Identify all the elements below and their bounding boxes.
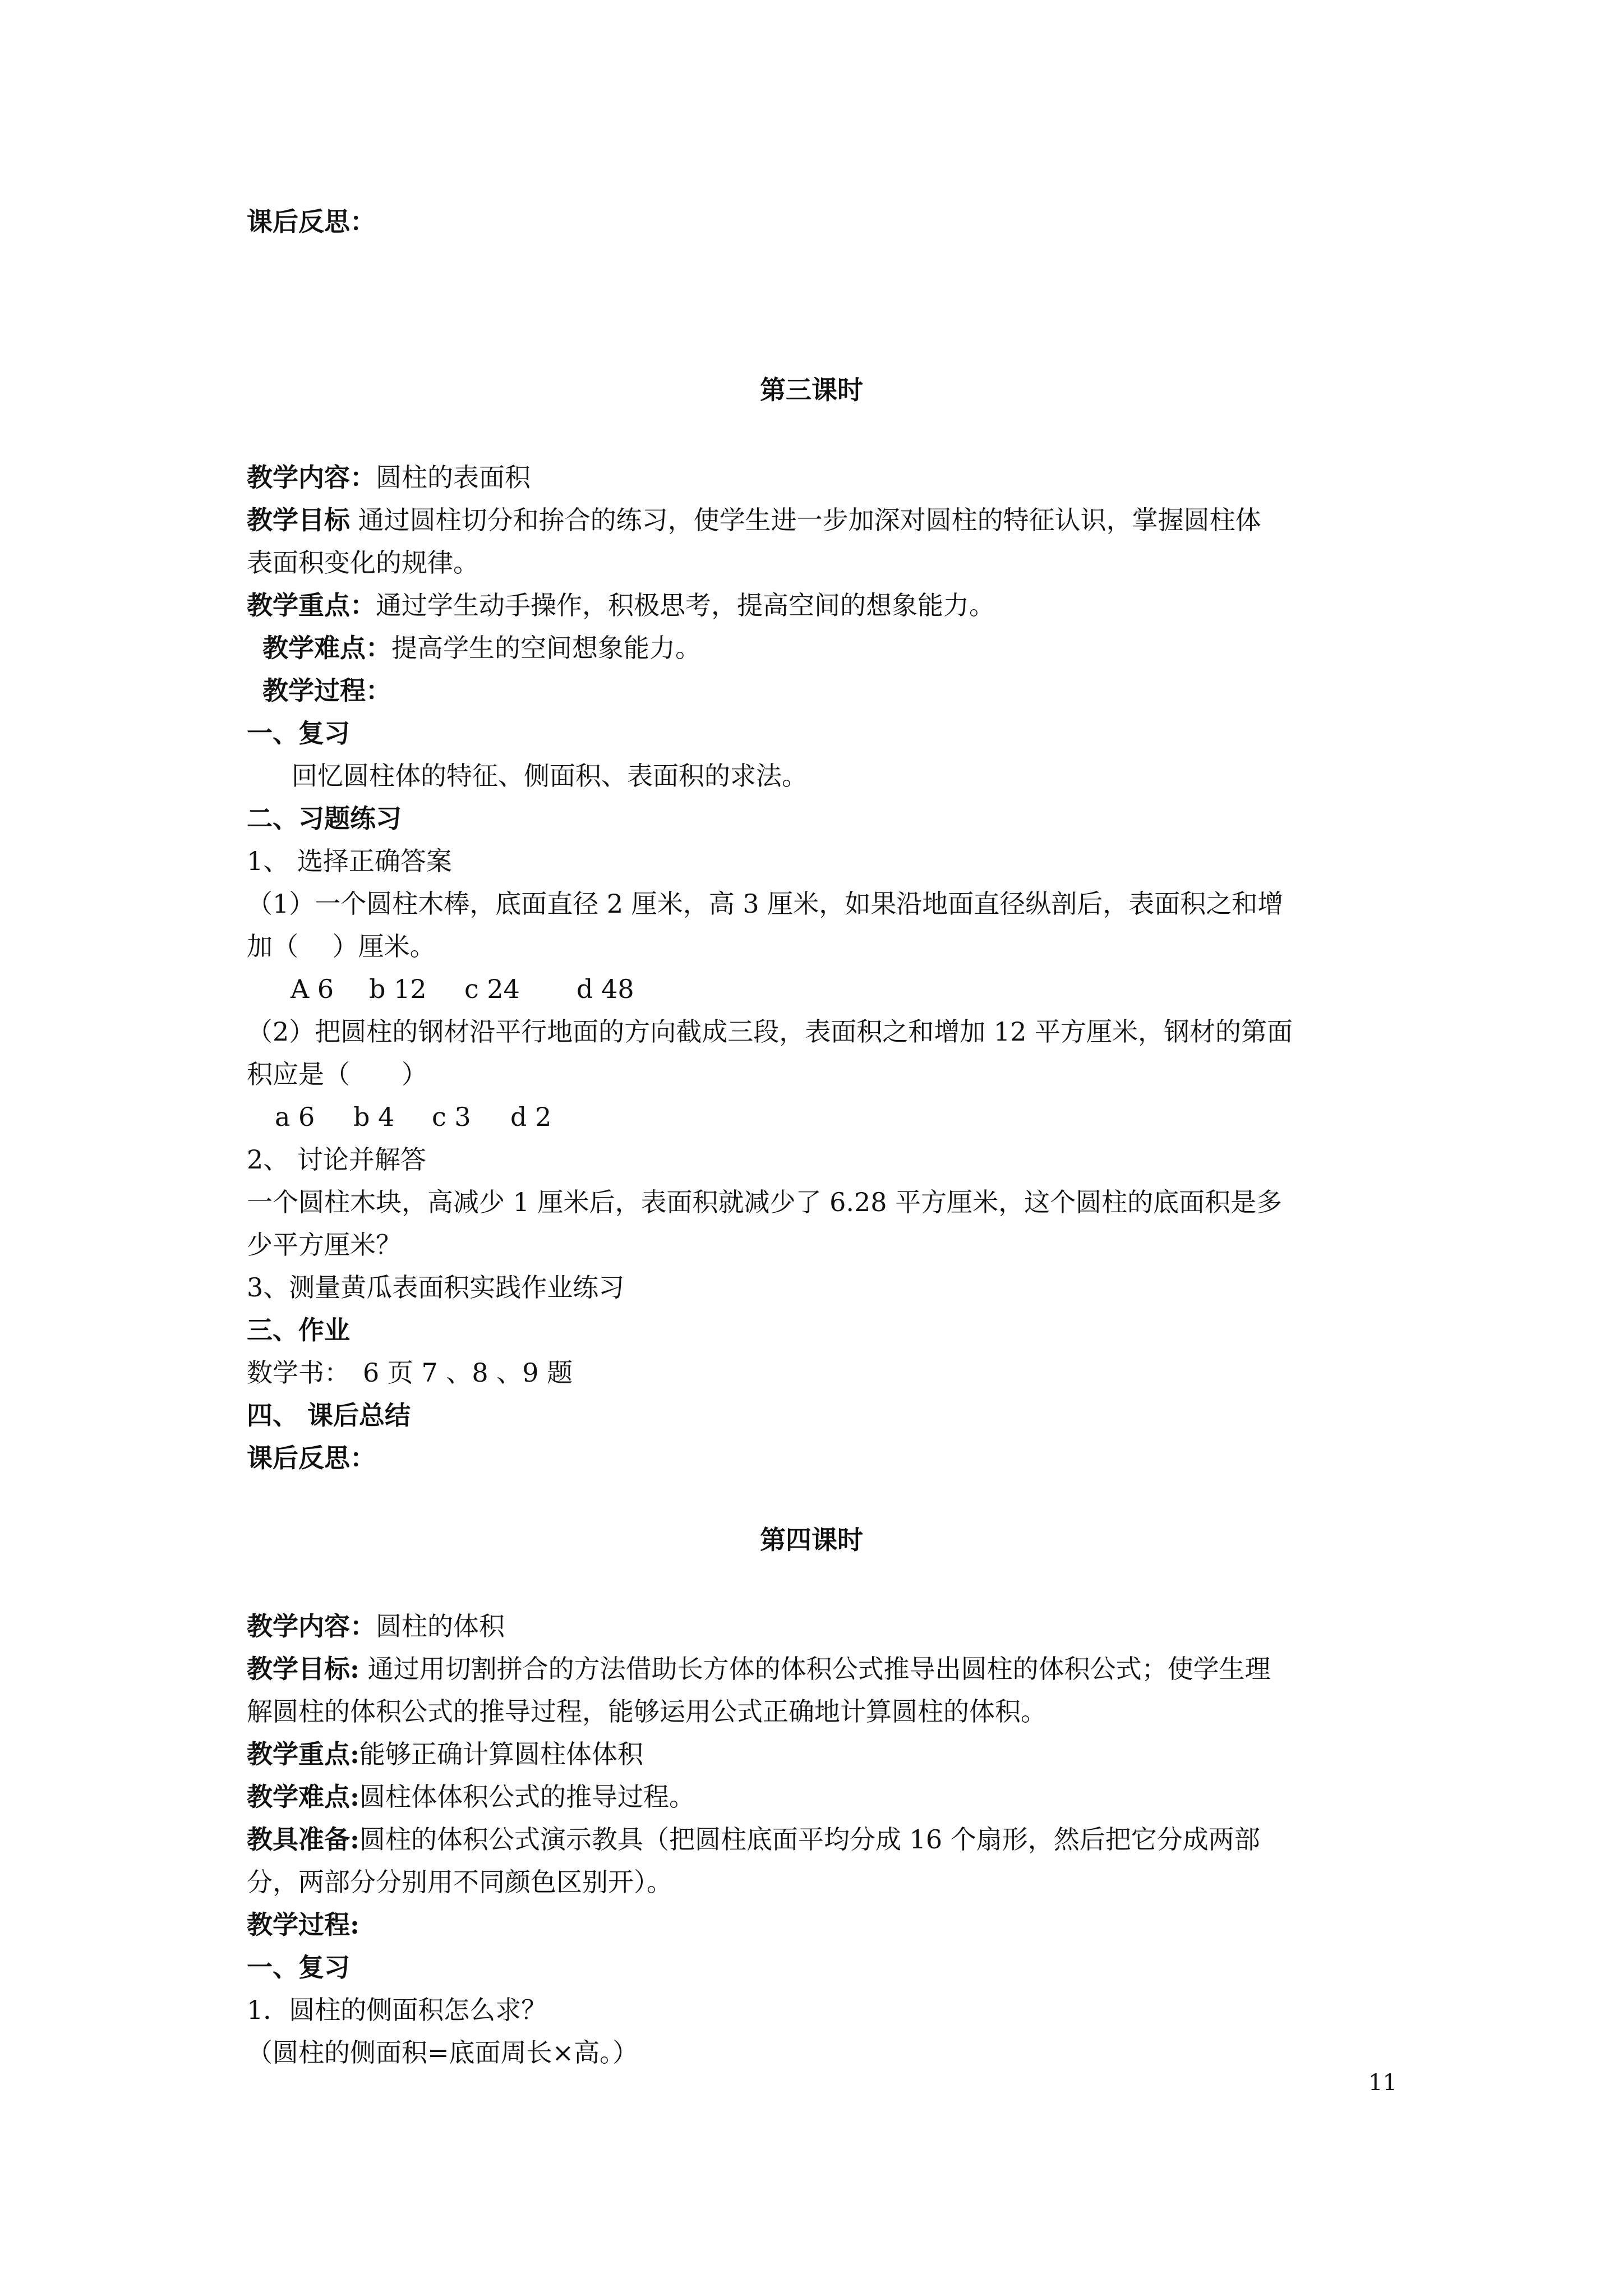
lesson3-q1b-cont: 积应是（ ）	[247, 1059, 427, 1089]
lesson3-q1a: （1）一个圆柱木棒，底面直径 2 厘米，高 3 厘米，如果沿地面直径纵剖后，表面积之和增	[247, 889, 1284, 919]
lesson4-key-point: 教学重点:能够正确计算圆柱体体积	[247, 1739, 643, 1769]
lesson4-goal: 教学目标: 通过用切割拼合的方法借助长方体的体积公式推导出圆柱的体积公式；使学生理	[247, 1654, 1271, 1684]
lesson3-content: 教学内容：圆柱的表面积	[247, 462, 531, 493]
option: d 2	[510, 1102, 552, 1132]
lesson3-q1a-cont: 加（ ）厘米。	[247, 931, 436, 961]
lesson4-tools-cont: 分，两部分分别用不同颜色区别开）。	[247, 1867, 672, 1897]
lesson3-q1a-options	[291, 976, 634, 1002]
prev-reflection-label: 课后反思：	[247, 206, 376, 237]
lesson4-section-review: 一、复习	[247, 1952, 350, 1982]
lesson3-section-review: 一、复习	[247, 718, 350, 748]
lesson3-q2-cont: 少平方厘米？	[247, 1230, 402, 1260]
page-number: 11	[1368, 2070, 1397, 2096]
option: c 3	[432, 1102, 471, 1132]
lesson3-q1b-options	[275, 1104, 551, 1130]
lesson3-difficulty: 教学难点：提高学生的空间想象能力。	[262, 633, 701, 663]
lesson3-goal-cont: 表面积变化的规律。	[247, 547, 479, 578]
lesson4-tools: 教具准备:圆柱的体积公式演示教具（把圆柱底面平均分成 16 个扇形，然后把它分成两部	[247, 1824, 1260, 1855]
option: c 24	[464, 974, 520, 1004]
lesson3-reflection-label: 课后反思：	[247, 1443, 376, 1473]
lesson3-q1b: （2）把圆柱的钢材沿平行地面的方向截成三段，表面积之和增加 12 平方厘米，钢材的第面	[247, 1016, 1293, 1047]
lesson4-review-question: 1．圆柱的侧面积怎么求？	[247, 1995, 547, 2025]
lesson3-q2-heading: 2、 讨论并解答	[247, 1144, 426, 1175]
lesson3-q3: 3、测量黄瓜表面积实践作业练习	[247, 1272, 625, 1303]
option: A 6	[291, 974, 334, 1004]
lesson4-difficulty: 教学难点:圆柱体体积公式的推导过程。	[247, 1782, 695, 1812]
lesson3-title: 第三课时	[760, 375, 863, 405]
lesson4-title: 第四课时	[760, 1525, 863, 1555]
lesson3-q2: 一个圆柱木块，高减少 1 厘米后，表面积就减少了 6.28 平方厘米，这个圆柱的底面积是多	[247, 1187, 1283, 1217]
lesson4-review-answer: （圆柱的侧面积=底面周长×高。）	[247, 2037, 639, 2068]
lesson3-section-exercises: 二、习题练习	[247, 803, 402, 834]
lesson3-section-homework: 三、作业	[247, 1315, 350, 1345]
lesson4-process-label: 教学过程:	[247, 1910, 359, 1940]
lesson3-section-summary: 四、 课后总结	[247, 1400, 411, 1430]
lesson4-goal-cont: 解圆柱的体积公式的推导过程，能够运用公式正确地计算圆柱的体积。	[247, 1696, 1046, 1727]
lesson3-goal: 教学目标 通过圆柱切分和拚合的练习，使学生进一步加深对圆柱的特征认识，掌握圆柱体	[247, 505, 1261, 535]
lesson3-review-text: 回忆圆柱体的特征、侧面积、表面积的求法。	[292, 761, 808, 791]
lesson3-key-point: 教学重点：通过学生动手操作，积极思考，提高空间的想象能力。	[247, 590, 995, 620]
option: a 6	[275, 1102, 315, 1132]
option: b 12	[369, 974, 427, 1004]
lesson3-homework: 数学书： 6 页 7 、8 、9 题	[247, 1358, 573, 1388]
option: b 4	[353, 1102, 395, 1132]
option: d 48	[577, 974, 634, 1004]
lesson4-content: 教学内容：圆柱的体积	[247, 1611, 505, 1641]
lesson3-q1-heading: 1、 选择正确答案	[247, 846, 452, 876]
lesson3-process-label: 教学过程：	[262, 675, 391, 706]
